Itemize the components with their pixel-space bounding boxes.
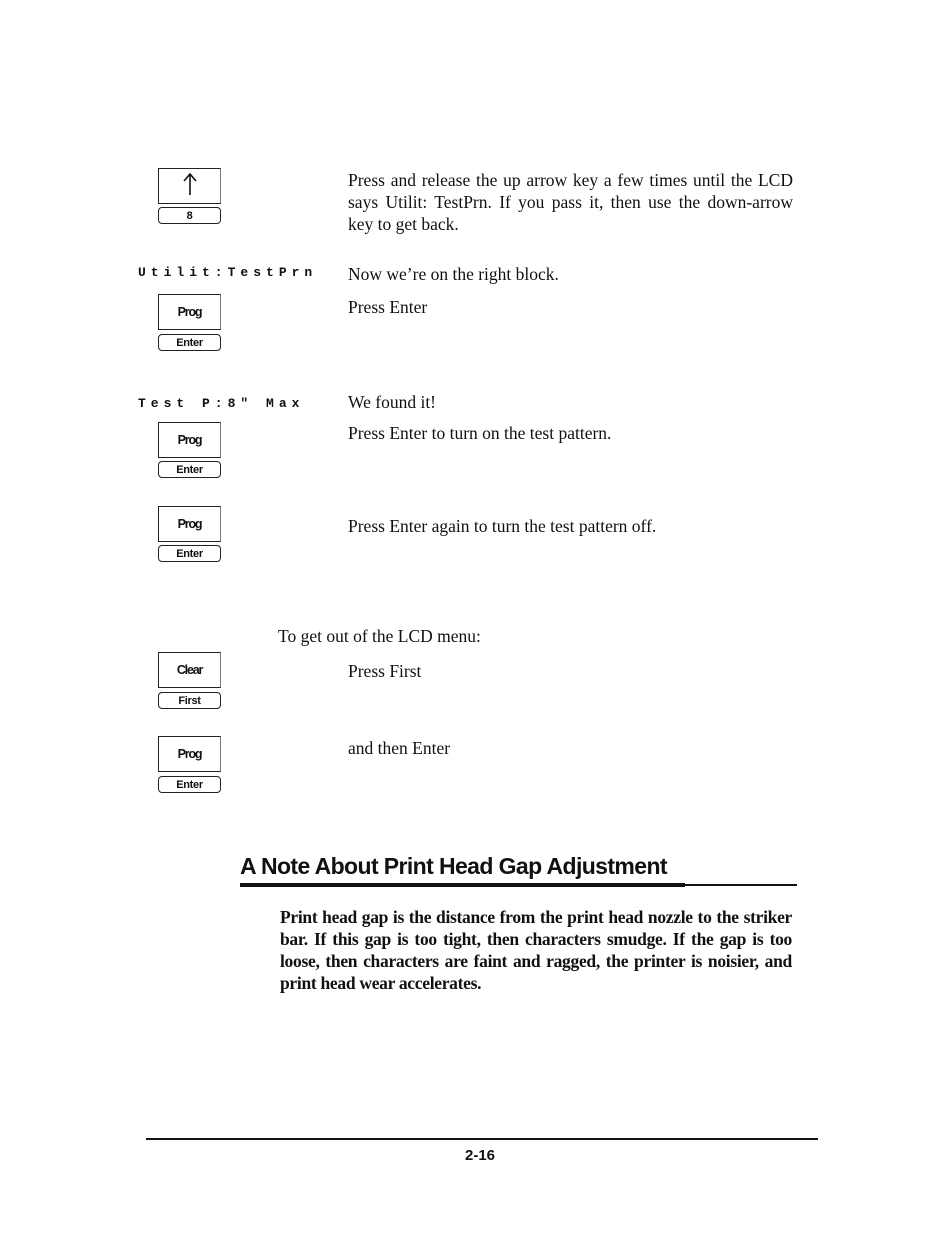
key-label: Enter (176, 778, 203, 791)
step-2-instruction: Press Enter (348, 297, 428, 317)
section-heading: A Note About Print Head Gap Adjustment (240, 853, 667, 879)
clear-key[interactable] (158, 652, 221, 688)
key-label: Enter (176, 463, 203, 476)
step-2-note: Now we’re on the right block. (348, 264, 559, 284)
up-arrow-icon (182, 172, 198, 201)
exit-step-2-instruction: and then Enter (348, 738, 451, 758)
enter-key[interactable] (158, 776, 221, 793)
prog-key[interactable] (158, 736, 221, 772)
key-label: Prog (177, 517, 202, 531)
step-1-instruction: Press and release the up arrow key a few times until the LCD says Utilit: TestPrn. If you pass it, then use the down-arrow key to get back. (348, 170, 793, 234)
prog-key[interactable] (158, 506, 221, 542)
heading-rule-thick (240, 883, 685, 887)
up-arrow-key[interactable] (158, 168, 221, 204)
lcd-readout: Utilit:TestPrn (138, 265, 318, 280)
key-label: Clear (176, 663, 203, 677)
key-8[interactable] (158, 207, 221, 224)
prog-key[interactable] (158, 294, 221, 330)
note-paragraph: Print head gap is the distance from the print head nozzle to the striker bar. If this gap is too tight, then characters smudge. If the gap is too loose, then characters are faint and ragged, the printer is noisier, and print head wear accelerates. (280, 907, 792, 993)
lcd-readout: Test P:8" Max (138, 396, 305, 411)
enter-key[interactable] (158, 461, 221, 478)
page-number: 2-16 (465, 1147, 496, 1164)
step-3-note: We found it! (348, 392, 437, 412)
key-label: Prog (177, 433, 202, 447)
enter-key[interactable] (158, 545, 221, 562)
key-label: First (178, 694, 201, 707)
key-label: 8 (186, 209, 193, 222)
key-label: Enter (176, 547, 203, 560)
key-label: Enter (176, 336, 203, 349)
step-3-instruction: Press Enter to turn on the test pattern. (348, 423, 612, 443)
key-label: Prog (177, 747, 202, 761)
heading-rule-thin (685, 884, 797, 886)
exit-intro: To get out of the LCD menu: (278, 626, 481, 646)
step-4-instruction: Press Enter again to turn the test pattern off. (348, 516, 657, 536)
prog-key[interactable] (158, 422, 221, 458)
enter-key[interactable] (158, 334, 221, 351)
exit-step-1-instruction: Press First (348, 661, 422, 681)
key-label: Prog (177, 305, 202, 319)
footer-rule (146, 1138, 818, 1140)
first-key[interactable] (158, 692, 221, 709)
